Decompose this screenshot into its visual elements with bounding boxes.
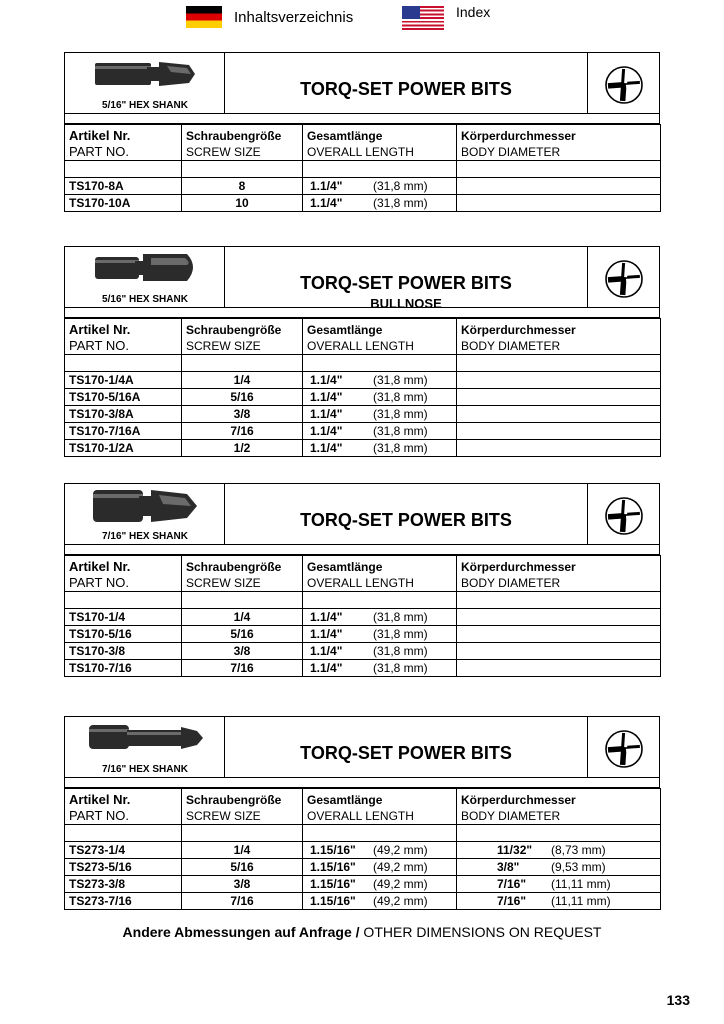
col-header-length-de: Gesamtlänge — [307, 323, 383, 337]
col-header-part-de: Artikel Nr. — [69, 559, 131, 574]
length-inch: 1.15/16" — [310, 894, 356, 908]
english-index-label: Index — [456, 4, 491, 20]
col-header-length-de: Gesamtlänge — [307, 560, 383, 574]
diameter-mm: (8,73 mm) — [551, 843, 606, 857]
overall-length — [303, 423, 457, 440]
page-number: 133 — [666, 992, 690, 1008]
length-mm: (31,8 mm) — [373, 373, 428, 387]
col-header-size-en: SCREW SIZE — [186, 145, 261, 159]
product-image-cell — [65, 247, 225, 307]
torq-set-drive-icon — [604, 496, 644, 536]
col-header-diameter — [457, 556, 661, 592]
col-header-size-en: SCREW SIZE — [186, 339, 261, 353]
overall-length — [303, 876, 457, 893]
hex-bit-image — [87, 57, 205, 89]
col-header-part-en: PART NO. — [69, 338, 129, 353]
part-number: TS273-5/16 — [65, 859, 182, 876]
col-header-part-de: Artikel Nr. — [69, 322, 131, 337]
title-cell — [225, 53, 587, 113]
col-header-diameter-en: BODY DIAMETER — [461, 145, 561, 159]
divider-row — [64, 114, 660, 124]
drive-icon-cell — [587, 717, 659, 777]
col-header-diameter-de: Körperdurchmesser — [461, 129, 576, 143]
overall-length — [303, 643, 457, 660]
table-row — [65, 178, 661, 195]
drive-icon-cell — [587, 247, 659, 307]
product-title: TORQ-SET POWER BITS — [300, 273, 512, 293]
spec-table — [64, 788, 661, 910]
body-diameter — [457, 893, 661, 910]
col-header-length-en: OVERALL LENGTH — [307, 576, 414, 590]
hex-bit-image — [87, 251, 205, 283]
col-header-length-de: Gesamtlänge — [307, 129, 383, 143]
col-header-part-de: Artikel Nr. — [69, 792, 131, 807]
divider-row — [64, 778, 660, 788]
table-row — [65, 406, 661, 423]
body-diameter — [457, 643, 661, 660]
spacer-row — [65, 355, 661, 372]
shank-label: 5/16" HEX SHANK — [102, 294, 188, 305]
spec-table — [64, 124, 661, 212]
footer-note-de: Andere Abmessungen auf Anfrage / — [122, 924, 360, 940]
screw-size: 8 — [182, 178, 303, 195]
part-number: TS273-7/16 — [65, 893, 182, 910]
block-header — [64, 246, 660, 311]
table-row — [65, 389, 661, 406]
table-row — [65, 609, 661, 626]
length-mm: (31,8 mm) — [373, 424, 428, 438]
overall-length — [303, 859, 457, 876]
part-number: TS170-3/8A — [65, 406, 182, 423]
col-header-diameter-en: BODY DIAMETER — [461, 809, 561, 823]
body-diameter — [457, 423, 661, 440]
length-mm: (31,8 mm) — [373, 179, 428, 193]
block-header — [64, 52, 660, 114]
overall-length — [303, 626, 457, 643]
length-inch: 1.1/4" — [310, 407, 343, 421]
length-mm: (49,2 mm) — [373, 894, 428, 908]
product-block — [64, 716, 660, 910]
col-header-part — [65, 125, 182, 161]
length-inch: 1.15/16" — [310, 843, 356, 857]
table-row — [65, 440, 661, 457]
length-inch: 1.1/4" — [310, 441, 343, 455]
diameter-inch: 11/32" — [497, 843, 533, 857]
diameter-mm: (9,53 mm) — [551, 860, 606, 874]
col-header-length-de: Gesamtlänge — [307, 793, 383, 807]
body-diameter — [457, 609, 661, 626]
col-header-size-en: SCREW SIZE — [186, 809, 261, 823]
us-flag-icon — [402, 6, 444, 30]
body-diameter — [457, 660, 661, 677]
screw-size: 3/8 — [182, 876, 303, 893]
table-row — [65, 372, 661, 389]
part-number: TS170-7/16A — [65, 423, 182, 440]
drive-icon-cell — [587, 53, 659, 113]
part-number: TS170-5/16A — [65, 389, 182, 406]
title-cell — [225, 247, 587, 311]
part-number: TS170-1/2A — [65, 440, 182, 457]
overall-length — [303, 195, 457, 212]
part-number: TS170-10A — [65, 195, 182, 212]
screw-size: 1/2 — [182, 440, 303, 457]
screw-size: 7/16 — [182, 893, 303, 910]
product-block — [64, 52, 660, 212]
german-index-label: Inhaltsverzeichnis — [234, 8, 354, 26]
diameter-inch: 7/16" — [497, 894, 527, 908]
spec-table — [64, 318, 661, 457]
length-inch: 1.1/4" — [310, 390, 343, 404]
col-header-size — [182, 319, 303, 355]
german-index-link[interactable] — [186, 6, 353, 28]
length-mm: (31,8 mm) — [373, 644, 428, 658]
table-header-row — [65, 319, 661, 355]
col-header-part-en: PART NO. — [69, 808, 129, 823]
length-mm: (49,2 mm) — [373, 843, 428, 857]
col-header-size-de: Schraubengröße — [186, 129, 282, 143]
screw-size: 10 — [182, 195, 303, 212]
col-header-length-en: OVERALL LENGTH — [307, 809, 414, 823]
body-diameter — [457, 626, 661, 643]
table-row — [65, 660, 661, 677]
table-row — [65, 643, 661, 660]
screw-size: 5/16 — [182, 859, 303, 876]
length-mm: (31,8 mm) — [373, 390, 428, 404]
overall-length — [303, 389, 457, 406]
length-mm: (31,8 mm) — [373, 441, 428, 455]
screw-size: 1/4 — [182, 609, 303, 626]
length-mm: (49,2 mm) — [373, 860, 428, 874]
hex-bit-image — [87, 721, 205, 753]
title-cell — [225, 717, 587, 777]
col-header-size — [182, 556, 303, 592]
table-row — [65, 842, 661, 859]
torq-set-drive-icon — [604, 65, 644, 105]
col-header-length — [303, 556, 457, 592]
diameter-mm: (11,11 mm) — [551, 894, 611, 908]
table-header-row — [65, 556, 661, 592]
col-header-size — [182, 789, 303, 825]
overall-length — [303, 609, 457, 626]
product-block — [64, 246, 660, 457]
length-mm: (31,8 mm) — [373, 661, 428, 675]
length-inch: 1.1/4" — [310, 373, 343, 387]
overall-length — [303, 660, 457, 677]
overall-length — [303, 372, 457, 389]
body-diameter — [457, 372, 661, 389]
spacer-row — [65, 825, 661, 842]
length-mm: (31,8 mm) — [373, 407, 428, 421]
part-number: TS170-1/4A — [65, 372, 182, 389]
part-number: TS273-3/8 — [65, 876, 182, 893]
col-header-size-de: Schraubengröße — [186, 793, 282, 807]
col-header-length — [303, 125, 457, 161]
product-subtitle: BULLNOSE — [370, 296, 442, 311]
col-header-part-en: PART NO. — [69, 144, 129, 159]
col-header-size-de: Schraubengröße — [186, 560, 282, 574]
body-diameter — [457, 178, 661, 195]
table-header-row — [65, 789, 661, 825]
body-diameter — [457, 406, 661, 423]
body-diameter — [457, 876, 661, 893]
part-number: TS170-7/16 — [65, 660, 182, 677]
table-row — [65, 423, 661, 440]
product-image-cell — [65, 717, 225, 777]
col-header-diameter-en: BODY DIAMETER — [461, 576, 561, 590]
diameter-inch: 3/8" — [497, 860, 520, 874]
screw-size: 5/16 — [182, 626, 303, 643]
torq-set-drive-icon — [604, 259, 644, 299]
body-diameter — [457, 440, 661, 457]
top-navigation — [0, 6, 724, 32]
screw-size: 5/16 — [182, 389, 303, 406]
table-row — [65, 893, 661, 910]
part-number: TS170-5/16 — [65, 626, 182, 643]
english-index-link[interactable] — [402, 6, 490, 30]
product-title: TORQ-SET POWER BITS — [300, 743, 512, 763]
col-header-size — [182, 125, 303, 161]
length-inch: 1.1/4" — [310, 610, 343, 624]
col-header-size-de: Schraubengröße — [186, 323, 282, 337]
body-diameter — [457, 859, 661, 876]
col-header-length — [303, 319, 457, 355]
product-block — [64, 483, 660, 677]
part-number: TS170-3/8 — [65, 643, 182, 660]
part-number: TS170-1/4 — [65, 609, 182, 626]
overall-length — [303, 893, 457, 910]
col-header-part-en: PART NO. — [69, 575, 129, 590]
body-diameter — [457, 389, 661, 406]
length-inch: 1.15/16" — [310, 860, 356, 874]
part-number: TS170-8A — [65, 178, 182, 195]
col-header-size-en: SCREW SIZE — [186, 576, 261, 590]
title-cell — [225, 484, 587, 544]
length-mm: (31,8 mm) — [373, 610, 428, 624]
footer-note — [0, 924, 724, 940]
spacer-row — [65, 592, 661, 609]
col-header-part — [65, 319, 182, 355]
table-header-row — [65, 125, 661, 161]
length-inch: 1.1/4" — [310, 179, 343, 193]
drive-icon-cell — [587, 484, 659, 544]
overall-length — [303, 440, 457, 457]
length-inch: 1.1/4" — [310, 424, 343, 438]
torq-set-drive-icon — [604, 729, 644, 769]
shank-label: 7/16" HEX SHANK — [102, 764, 188, 775]
block-header — [64, 716, 660, 778]
screw-size: 7/16 — [182, 660, 303, 677]
screw-size: 7/16 — [182, 423, 303, 440]
col-header-part — [65, 556, 182, 592]
shank-label: 5/16" HEX SHANK — [102, 100, 188, 111]
col-header-length-en: OVERALL LENGTH — [307, 145, 414, 159]
col-header-diameter-de: Körperdurchmesser — [461, 793, 576, 807]
table-row — [65, 876, 661, 893]
col-header-diameter — [457, 319, 661, 355]
col-header-diameter-en: BODY DIAMETER — [461, 339, 561, 353]
col-header-diameter — [457, 125, 661, 161]
length-mm: (31,8 mm) — [373, 196, 428, 210]
product-title: TORQ-SET POWER BITS — [300, 510, 512, 530]
shank-label: 7/16" HEX SHANK — [102, 531, 188, 542]
length-inch: 1.1/4" — [310, 196, 343, 210]
product-image-cell — [65, 53, 225, 113]
table-row — [65, 195, 661, 212]
spec-table — [64, 555, 661, 677]
screw-size: 1/4 — [182, 842, 303, 859]
table-row — [65, 626, 661, 643]
german-flag-icon — [186, 6, 222, 28]
overall-length — [303, 406, 457, 423]
screw-size: 3/8 — [182, 643, 303, 660]
length-inch: 1.1/4" — [310, 627, 343, 641]
screw-size: 1/4 — [182, 372, 303, 389]
overall-length — [303, 842, 457, 859]
spacer-row — [65, 161, 661, 178]
hex-bit-image — [87, 486, 205, 526]
footer-note-en: OTHER DIMENSIONS ON REQUEST — [359, 924, 602, 940]
length-mm: (49,2 mm) — [373, 877, 428, 891]
length-mm: (31,8 mm) — [373, 627, 428, 641]
table-row — [65, 859, 661, 876]
col-header-length — [303, 789, 457, 825]
col-header-diameter-de: Körperdurchmesser — [461, 560, 576, 574]
diameter-mm: (11,11 mm) — [551, 877, 611, 891]
part-number: TS273-1/4 — [65, 842, 182, 859]
screw-size: 3/8 — [182, 406, 303, 423]
diameter-inch: 7/16" — [497, 877, 527, 891]
col-header-part-de: Artikel Nr. — [69, 128, 131, 143]
product-title: TORQ-SET POWER BITS — [300, 79, 512, 99]
divider-row — [64, 545, 660, 555]
block-header — [64, 483, 660, 545]
length-inch: 1.1/4" — [310, 644, 343, 658]
body-diameter — [457, 842, 661, 859]
col-header-diameter — [457, 789, 661, 825]
col-header-length-en: OVERALL LENGTH — [307, 339, 414, 353]
body-diameter — [457, 195, 661, 212]
overall-length — [303, 178, 457, 195]
col-header-part — [65, 789, 182, 825]
length-inch: 1.15/16" — [310, 877, 356, 891]
product-image-cell — [65, 484, 225, 544]
col-header-diameter-de: Körperdurchmesser — [461, 323, 576, 337]
length-inch: 1.1/4" — [310, 661, 343, 675]
